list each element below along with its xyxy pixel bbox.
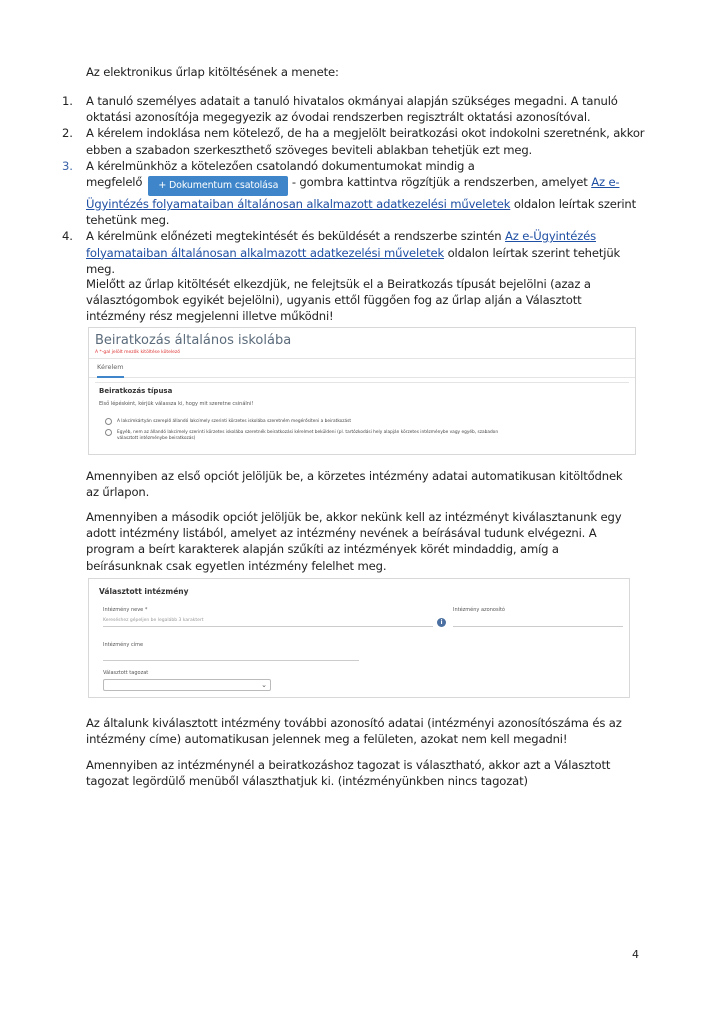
attach-document-button[interactable]: + Dokumentum csatolása	[148, 176, 288, 196]
step-text: A kérelmünk előnézeti megtekintését és beküldését a rendszerbe szintén	[86, 229, 502, 244]
paragraph: Amennyiben az első opciót jelöljük be, a körzetes intézmény adatai automatikusan kitöltődnek az űrlapon.	[86, 469, 623, 500]
institution-id-field	[453, 615, 623, 627]
section-question: Első lépésként, kérjük válassza ki, hogy mit szeretne csinálni!	[99, 401, 254, 407]
chosen-section-label: Választott tagozat	[103, 670, 149, 676]
chosen-section-select[interactable]	[103, 679, 271, 691]
step-number: 4.	[62, 229, 73, 244]
institution-id-label: Intézmény azonosító	[453, 607, 505, 613]
paragraph: Amennyiben az intézménynél a beiratkozáshoz tagozat is választható, akkor azt a Választott tagozat legördülő menüből választhatjuk ki. (intézményünkben nincs tagozat)	[86, 758, 611, 789]
institution-address-label: Intézmény címe	[103, 642, 144, 648]
institution-name-input[interactable]: Kereséshez gépeljen be legalább 3 karaktert	[103, 615, 433, 627]
step-text: megfelelő	[86, 175, 143, 190]
step-item	[62, 93, 652, 125]
e-ugyintezes-link[interactable]: Az e-Ügyintézés folyamataiban általánosan alkalmazott adatkezelési műveletek	[86, 175, 620, 212]
step-number: 3.	[62, 158, 73, 173]
radio-option-2-label-cont: választott intézménybe beiratkozás)	[117, 436, 196, 441]
step-text: oldalon leírtak szerint tehetünk meg.	[86, 197, 637, 228]
step-text: oldalon leírtak szerint tehetjük meg.	[86, 245, 621, 276]
paragraph: Mielőtt az űrlap kitöltését elkezdjük, ne felejtsük el a Beiratkozás típusát bejelölni (azaz a választógombok egyikét bejelölni), ugyanis ettől függően fog az űrlap alján a Választott intézmény rész megjelenni illetve működni!	[86, 277, 591, 324]
radio-option-1-label: A lakcímkártyán szereplő állandó lakcímely szerinti körzetes iskolába szeretném megérősíteni a beiratkozást	[117, 419, 352, 424]
form-title: Beiratkozás általános iskolába	[95, 333, 292, 348]
step-text: A kérelmünkhöz a kötelezően csatolandó dokumentumokat mindig a	[86, 158, 475, 173]
paragraph: Amennyiben a második opciót jelöljük be, akkor nekünk kell az intézményt kiválasztanunk egy adott intézmény listából, amelyet az intézmény nevének a beírásával tudunk elvégezni. A program a beírt karakterek alapján szűkíti az intézmények körét mindaddig, amíg a beírásunknak csak egyetlen intézmény felelhet meg.	[86, 510, 622, 573]
radio-option-1[interactable]	[105, 418, 112, 425]
chosen-institution-screenshot	[88, 578, 630, 698]
radio-option-2[interactable]	[105, 429, 112, 436]
form-tabs	[89, 358, 635, 378]
required-note: A *-gal jelölt mezők kitöltése kötelező	[95, 350, 181, 355]
section-title: Beiratkozás típusa	[99, 387, 173, 395]
step-item	[62, 125, 652, 157]
intro-text: Az elektronikus űrlap kitöltésének a menete:	[86, 65, 339, 79]
step-text: - gombra kattintva rögzítjük a rendszerben, amelyet	[291, 175, 588, 190]
steps-list	[62, 93, 652, 277]
enrollment-form-screenshot	[88, 327, 636, 455]
page-number: 4	[632, 948, 639, 961]
tab-kerelem[interactable]: Kérelem	[97, 363, 124, 378]
step-text: A kérelem indoklása nem kötelező, de ha a megjelölt beiratkozási okot indokolni szeretnénk, akkor ebben a szabadon szerkeszthető szöveges beviteli ablakban tehetjük ezt meg.	[86, 126, 645, 157]
step-number: 2.	[62, 126, 73, 141]
institution-address-field	[103, 649, 359, 661]
institution-name-label: Intézmény neve *	[103, 607, 148, 613]
radio-option-2-label: Egyéb, nem az állandó lakcímely szerinti körzetes iskolába szeretnék beiratkozási kérelmet beküldeni (pl. tartózkodási hely alapján körzetes intézménybe vagy egyéb, szabadon	[117, 430, 499, 435]
paragraph: Az általunk kiválasztott intézmény további azonosító adatai (intézményi azonosítószáma és az intézmény címe) automatikusan jelennek meg a felületen, azokat nem kell megadni!	[86, 716, 622, 747]
step-item	[62, 158, 652, 229]
panel-title: Választott intézmény	[99, 587, 189, 596]
step-item	[62, 228, 652, 277]
e-ugyintezes-link[interactable]: Az e-Ügyintézés folyamataiban általánosan alkalmazott adatkezelési műveletek	[86, 229, 597, 260]
step-number: 1.	[62, 94, 73, 108]
chevron-down-icon: ⌄	[261, 681, 267, 689]
info-icon[interactable]: i	[437, 618, 446, 627]
step-text: A tanuló személyes adatait a tanuló hivatalos okmányai alapján szükséges megadni. A tanuló oktatási azonosítója megegyezik az óvodai rendszerben regisztrált oktatási azonosítóval.	[86, 94, 618, 125]
